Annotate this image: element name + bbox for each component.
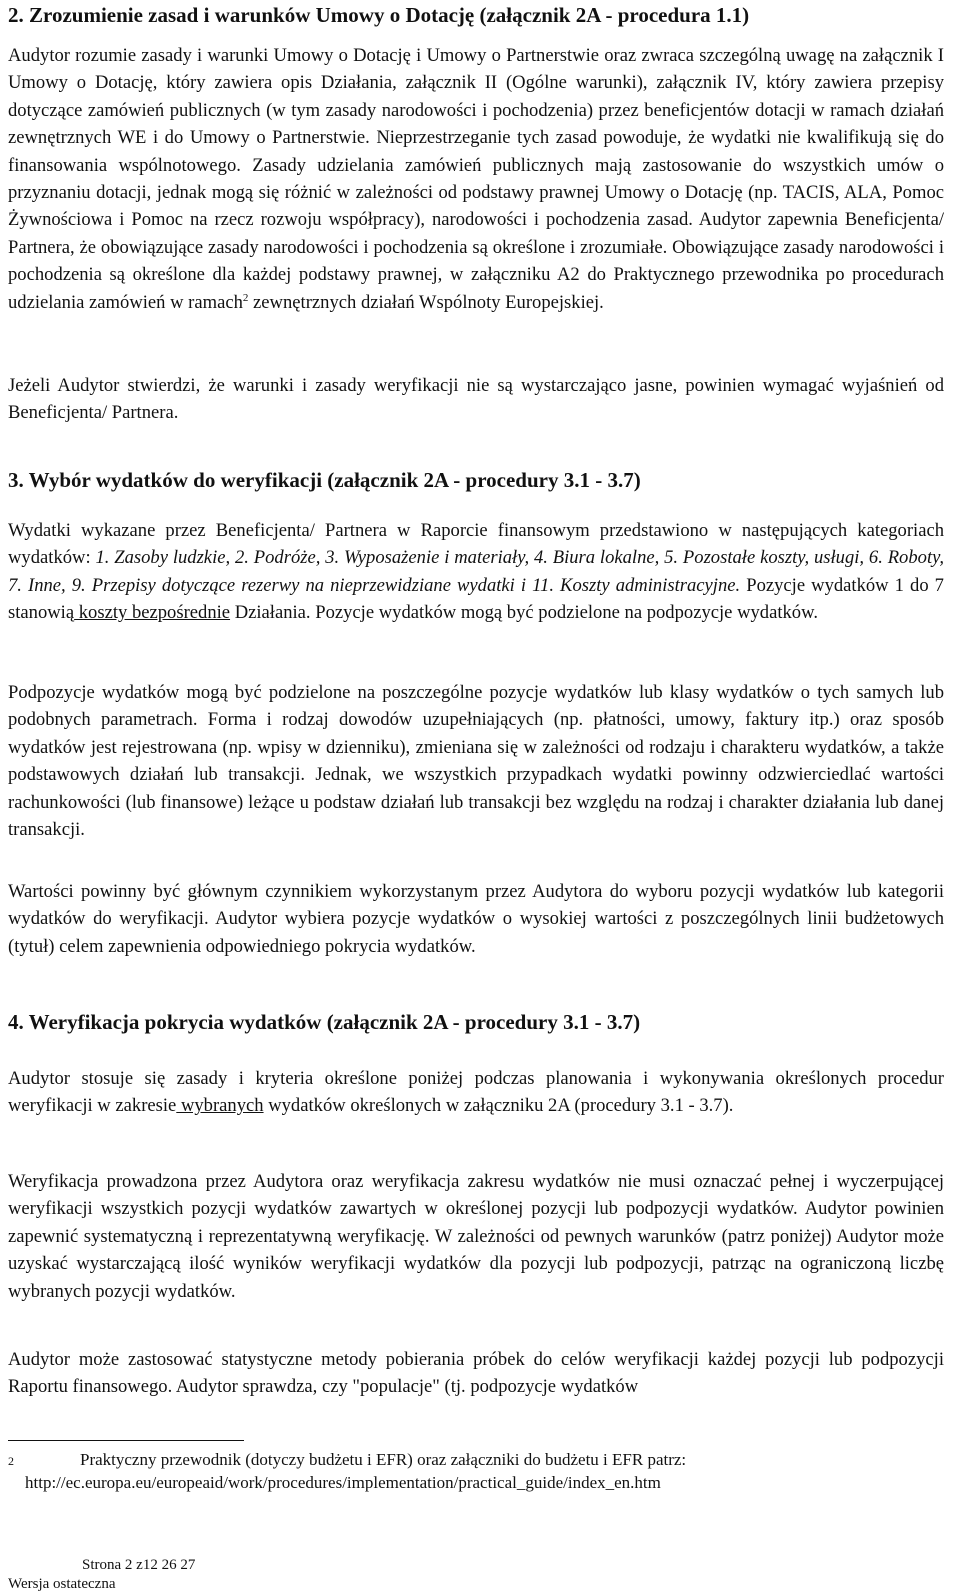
selected-underlined: wybranych xyxy=(176,1095,264,1117)
section-2-paragraph-1: Audytor rozumie zasady i warunki Umowy o Dotację i Umowy o Partnerstwie oraz zwraca szczególną uwagę na załącznik I Umowy o Dotację, który zawiera opis Działania, załącznik II (Ogólne warunki), załącznik IV, który zawiera przepisy dotyczące zamówień publicznych (w tym zasady narodowości i pochodzenia) przez beneficjentów dotacji w ramach działań zewnętrznych WE i do Umowy o Partnerstwie. Nieprzestrzeganie tych zasad powoduje, że wydatki nie kwalifikują się do finansowania wspólnotowego. Zasady udzielania zamówień publicznych mają zastosowanie do wszystkich umów o przyznaniu dotacji, jednak mogą się różnić w zależności od podstawy prawnej Umowy o Dotację (np. TACIS, ALA, Pomoc Żywnościowa i Pomoc na rzecz rozwoju współpracy), narodowości i pochodzenia zasad. Audytor zapewnia Beneficjenta/ Partnera, że obowiązujące zasady narodowości i pochodzenia są określone i zrozumiałe. Obowiązujące zasady narodowości i pochodzenia są określone dla każdej podstawy prawnej, w załączniku A2 do Praktycznego przewodnika po procedurach udzielania zamówień w ramach$^2$ zewnętrznych działań Wspólnoty Europejskiej. xyxy=(8,45,944,313)
version-label: Wersja ostateczna xyxy=(8,1576,116,1592)
footnote-line-1: Praktyczny przewodnik (dotyczy budżetu i EFR) oraz załączniki do budżetu i EFR patrz: xyxy=(80,1450,687,1469)
section-3-paragraph-1: Wydatki wykazane przez Beneficjenta/ Partnera w Raporcie finansowym przedstawiono w następujących kategoriach wydatków: 1. Zasoby ludzkie, 2. Podróże, 3. Wyposażenie i materiały, 4. Biura lokalne, 5. Pozostałe koszty, usługi, 6. Roboty, 7. Inne, 9. Przepisy dotyczące rezerwy na nieprzewidziane wydatki i 11. Koszty administracyjne. Pozycje wydatków 1 do 7 stanowią koszty bezpośrednie Działania. Pozycje wydatków mogą być podzielone na podpozycje wydatków. xyxy=(8,520,944,624)
section-3-paragraph-2: Podpozycje wydatków mogą być podzielone na poszczególne pozycje wydatków lub klasy wydatków o tych samych lub podobnych parametrach. Forma i rodzaj dowodów uzupełniających (np. płatności, umowy, faktury itp.) oraz sposób wydatków jest rejestrowana (np. wpisy w dzienniku), zmieniana się w zależności od rodzaju i charakteru wydatków, a także podstawowych działań lub transakcji. Jednak, we wszystkich przypadkach wydatki powinny odzwierciedlać wartości rachunkowości (lub finansowe) leżące u podstaw działań lub transakcji bez względu na rodzaj i charakter działania lub danej transakcji. xyxy=(8,682,944,841)
direct-costs-underlined: koszty bezpośrednie xyxy=(74,602,231,624)
page-number: Strona 2 z12 26 27 xyxy=(82,1557,196,1573)
expense-categories: 1. Zasoby ludzkie, 2. Podróże, 3. Wyposażenie i materiały, 4. Biura lokalne, 5. Pozostałe koszty, usługi, 6. Roboty, 7. Inne, 9. Przepisy dotyczące rezerwy na nieprzewidziane wydatki i 11. Koszty administracyjne. xyxy=(8,547,944,596)
footnote-url: http://ec.europa.eu/europeaid/work/procedures/implementation/practical_guide/index_en.htm xyxy=(25,1473,661,1492)
section-3-heading: 3. Wybór wydatków do weryfikacji (załącznik 2A - procedury 3.1 - 3.7) xyxy=(8,468,641,492)
section-4-paragraph-3: Audytor może zastosować statystyczne metody pobierania próbek do celów weryfikacji każdej pozycji lub podpozycji Raportu finansowego. Audytor sprawdza, czy "populacje" (tj. podpozycje wydatków xyxy=(8,1349,944,1398)
section-4-paragraph-1: Audytor stosuje się zasady i kryteria określone poniżej podczas planowania i wykonywania określonych procedur weryfikacji w zakresie wybranych wydatków określonych w załączniku 2A (procedury 3.1 - 3.7). xyxy=(8,1068,944,1117)
section-3-paragraph-3: Wartości powinny być głównym czynnikiem wykorzystanym przez Audytora do wyboru pozycji wydatków lub kategorii wydatków do weryfikacji. Audytor wybiera pozycje wydatków o wysokiej wartości z poszczególnych linii budżetowych (tytuł) celem zapewnienia odpowiedniego pokrycia wydatków. xyxy=(8,881,944,957)
footnote-separator xyxy=(8,1440,244,1441)
footnote-ref: 2 xyxy=(242,291,249,304)
section-4-heading: 4. Weryfikacja pokrycia wydatków (załącznik 2A - procedury 3.1 - 3.7) xyxy=(8,1010,641,1034)
section-4-paragraph-2: Weryfikacja prowadzona przez Audytora oraz weryfikacja zakresu wydatków nie musi oznaczać pełnej i wyczerpującej weryfikacji wszystkich pozycji wydatków zawartych w określonej pozycji lub podpozycji wydatków. Audytor powinien zapewnić systematyczną i reprezentatywną weryfikację. W zależności od pewnych warunków (patrz poniżej) Audytor może uzyskać wystarczającą ilość wyników weryfikacji wydatków dla pozycji lub podpozycji, patrząc na ograniczoną liczbę wybranych pozycji wydatków. xyxy=(8,1171,944,1302)
section-2-heading: 2. Zrozumienie zasad i warunków Umowy o Dotację (załącznik 2A - procedura 1.1) xyxy=(8,3,750,27)
footnote-number: 2 xyxy=(8,1454,14,1468)
section-2-paragraph-2: Jeżeli Audytor stwierdzi, że warunki i zasady weryfikacji nie są wystarczająco jasne, powinien wymagać wyjaśnień od Beneficjenta/ Partnera. xyxy=(8,375,944,424)
